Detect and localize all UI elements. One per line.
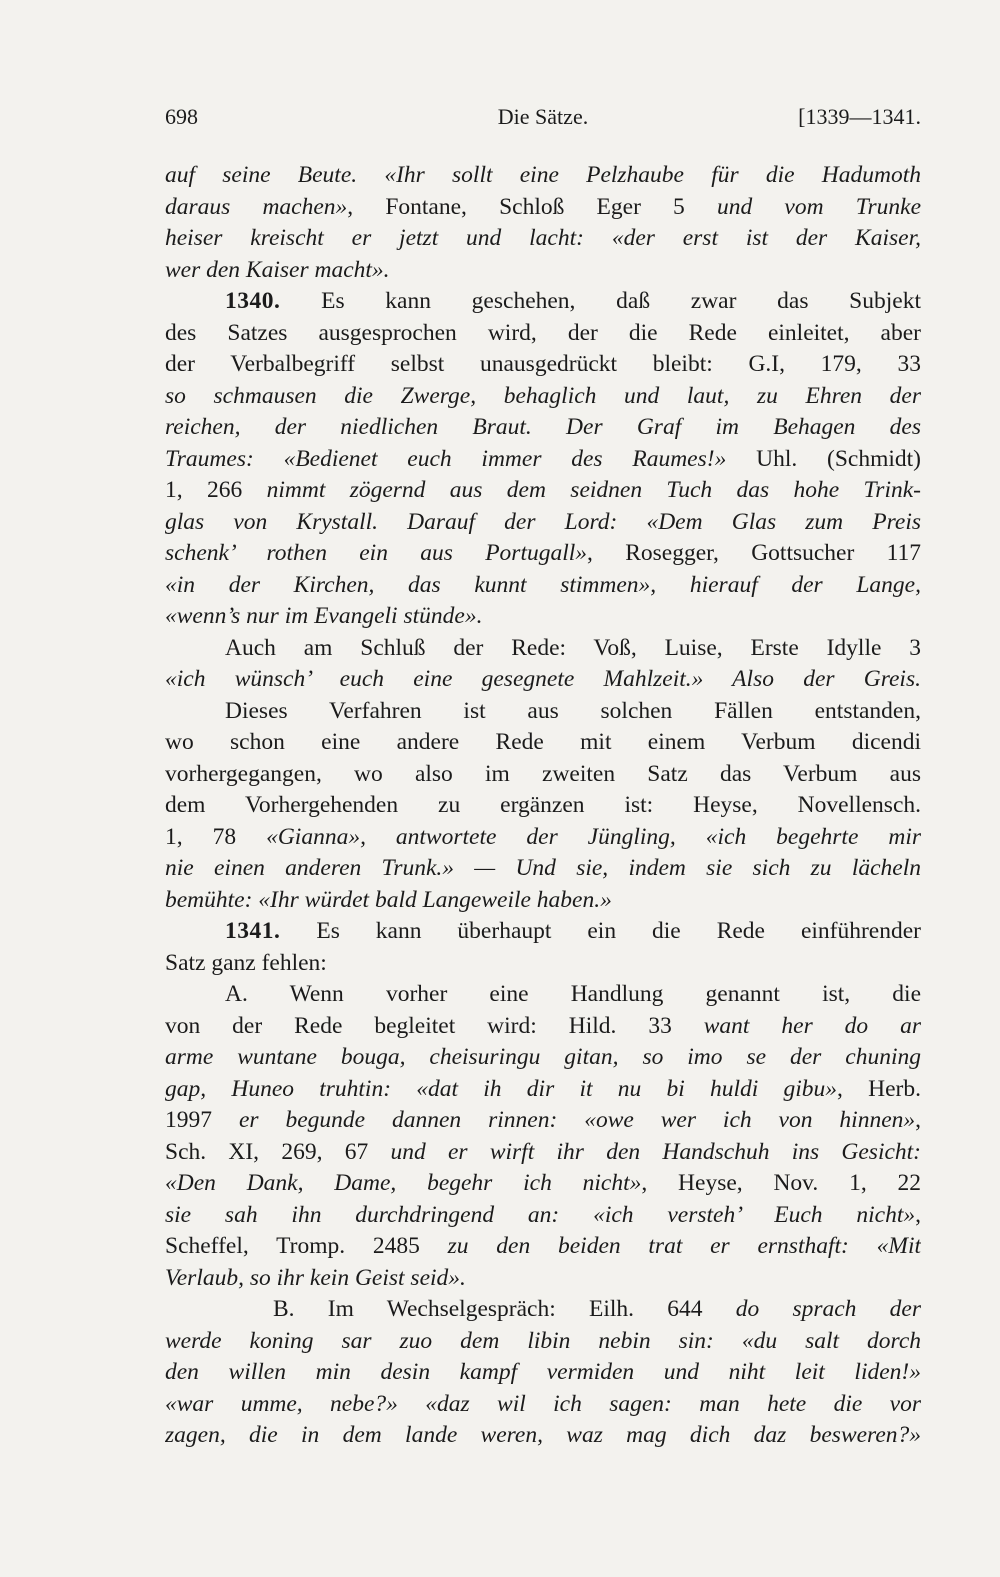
text-line	[165, 790, 921, 822]
italic-quote: und er wirft ihr den Handschuh ins Gesicht:	[390, 1138, 921, 1165]
body-text	[165, 160, 921, 1452]
text-line	[165, 727, 921, 759]
italic-quote: Verlaub, so ihr kein Geist seid».	[165, 1264, 466, 1291]
text-line	[165, 381, 921, 413]
plain-text: Scheffel, Tromp. 2485	[165, 1233, 448, 1259]
italic-quote: bemühte: «Ihr würdet bald Langeweile haben.»	[165, 886, 612, 913]
text-line	[165, 192, 921, 224]
italic-quote: gap, Huneo truhtin: «dat ih dir it nu bi huldi gibu»	[165, 1075, 838, 1102]
text-line	[165, 1105, 921, 1137]
italic-quote: zagen, die in dem lande weren, waz mag dich daz besweren?»	[165, 1422, 921, 1448]
italic-quote: wer den Kaiser macht».	[165, 256, 390, 283]
italic-quote: daraus machen»	[165, 193, 348, 220]
italic-quote: nie einen anderen Trunk.» — Und sie, indem sie sich zu lächeln	[165, 855, 921, 881]
plain-text: 1, 78	[165, 823, 267, 850]
text-line	[165, 1357, 921, 1389]
italic-quote: «wenn’s nur im Evangeli stünde».	[165, 603, 483, 629]
italic-quote: sie sah ihn durchdringend an: «ich versteh’ Euch nicht»	[165, 1201, 916, 1228]
italic-quote: zu den beiden trat er ernsthaft: «Mit	[447, 1233, 921, 1259]
text-line	[165, 412, 921, 444]
text-line	[165, 1231, 921, 1263]
plain-text: des Satzes ausgesprochen wird, der die Rede einleitet, aber	[165, 319, 921, 346]
text-line	[165, 255, 921, 287]
italic-quote: arme wuntane bouga, cheisuringu gitan, so imo se der chuning	[165, 1044, 921, 1070]
text-line	[165, 979, 921, 1011]
plain-text: dem Vorhergehenden zu ergänzen ist: Heyse, Novellensch.	[165, 792, 921, 818]
text-line	[165, 570, 921, 602]
italic-quote: «Gianna», antwortete der Jüngling, «ich begehrte mir	[266, 823, 921, 850]
text-line	[165, 1263, 921, 1295]
italic-quote: Traumes: «Bedienet euch immer des Raumes!»	[165, 445, 727, 472]
text-line	[165, 223, 921, 255]
italic-quote: den willen min desin kampf vermiden und niht leit liden!»	[165, 1359, 921, 1385]
plain-text: der Verbalbegriff selbst unausgedrückt bleibt: G.I, 179, 33	[165, 351, 921, 377]
text-line	[165, 1389, 921, 1421]
plain-text: Es kann überhaupt ein die Rede einführender	[280, 918, 921, 944]
italic-quote: er begunde dannen rinnen: «owe wer ich von hinnen»	[238, 1107, 916, 1133]
plain-text: Dieses Verfahren ist aus solchen Fällen entstanden,	[225, 697, 921, 724]
text-line	[165, 1168, 921, 1200]
plain-text: vorhergegangen, wo also im zweiten Satz das Verbum aus	[165, 760, 921, 787]
italic-quote: want her do ar	[703, 1012, 921, 1039]
plain-text: ,	[915, 1201, 921, 1228]
italic-quote: nimmt zögernd aus dem seidnen Tuch das hohe Trink-	[266, 477, 921, 503]
text-line	[165, 1042, 921, 1074]
plain-text: von der Rede begleitet wird: Hild. 33	[165, 1012, 704, 1039]
plain-text: wo schon eine andere Rede mit einem Verbum dicendi	[165, 729, 921, 755]
plain-text: ,	[915, 1107, 921, 1133]
plain-text: 1997	[165, 1107, 239, 1133]
text-line	[165, 349, 921, 381]
section-number: 1341.	[225, 918, 281, 944]
plain-text: , Rosegger, Gottsucher 117	[587, 540, 921, 566]
text-line	[165, 475, 921, 507]
italic-quote: do sprach der	[735, 1296, 921, 1322]
text-line	[165, 538, 921, 570]
plain-text: 1, 266	[165, 477, 267, 503]
text-line	[165, 664, 921, 696]
text-line	[165, 759, 921, 791]
text-line	[165, 318, 921, 350]
plain-text: Auch am Schluß der Rede: Voß, Luise, Erste Idylle 3	[225, 634, 921, 661]
text-line	[165, 822, 921, 854]
text-line	[165, 1011, 921, 1043]
plain-text: Sch. XI, 269, 67	[165, 1138, 391, 1165]
italic-quote: so schmausen die Zwerge, behaglich und laut, zu Ehren der	[165, 382, 921, 409]
text-line	[165, 696, 921, 728]
text-line	[165, 853, 921, 885]
plain-text: B. Im Wechselgespräch: Eilh. 644	[273, 1296, 736, 1322]
text-line	[165, 885, 921, 917]
italic-quote: reichen, der niedlichen Braut. Der Graf im Behagen des	[165, 414, 921, 440]
plain-text: A. Wenn vorher eine Handlung genannt ist, die	[225, 981, 921, 1007]
italic-quote: «ich wünsch’ euch eine gesegnete Mahlzeit.» Also der Greis.	[165, 666, 921, 692]
text-line	[165, 916, 921, 948]
text-line	[165, 1420, 921, 1452]
page-number: 698	[165, 104, 198, 129]
section-number: 1340.	[225, 288, 281, 314]
text-line	[165, 1200, 921, 1232]
text-line	[165, 1294, 921, 1326]
text-line	[165, 160, 921, 192]
plain-text: Uhl. (Schmidt)	[726, 445, 921, 472]
italic-quote: glas von Krystall. Darauf der Lord: «Dem Glas zum Preis	[165, 508, 921, 535]
italic-quote: heiser kreischt er jetzt und lacht: «der erst ist der Kaiser,	[165, 225, 921, 251]
text-line	[165, 286, 921, 318]
plain-text: Es kann geschehen, daß zwar das Subjekt	[280, 288, 921, 314]
text-line	[165, 444, 921, 476]
italic-quote: auf seine Beute. «Ihr sollt eine Pelzhaube für die Hadumoth	[165, 162, 921, 188]
running-head	[165, 104, 921, 138]
text-line	[165, 1137, 921, 1169]
plain-text: , Herb.	[837, 1075, 921, 1102]
text-line	[165, 948, 921, 980]
text-line	[165, 507, 921, 539]
plain-text: , Heyse, Nov. 1, 22	[641, 1170, 921, 1196]
section-range: [1339—1341.	[798, 104, 921, 129]
text-line	[165, 633, 921, 665]
text-line	[165, 601, 921, 633]
italic-quote: «war umme, nebe?» «daz wil ich sagen: man hete die vor	[165, 1390, 921, 1417]
plain-text: , Fontane, Schloß Eger 5	[347, 193, 717, 220]
italic-quote: «Den Dank, Dame, begehr ich nicht»	[165, 1170, 642, 1196]
text-line	[165, 1326, 921, 1358]
italic-quote: schenk’ rothen ein aus Portugall»	[165, 540, 588, 566]
italic-quote: werde koning sar zuo dem libin nebin sin: «du salt dorch	[165, 1327, 921, 1354]
italic-quote: und vom Trunke	[716, 193, 921, 220]
text-line	[165, 1074, 921, 1106]
italic-quote: «in der Kirchen, das kunnt stimmen», hierauf der Lange,	[165, 571, 921, 598]
running-title: Die Sätze.	[497, 104, 589, 129]
plain-text: Satz ganz fehlen:	[165, 949, 327, 976]
